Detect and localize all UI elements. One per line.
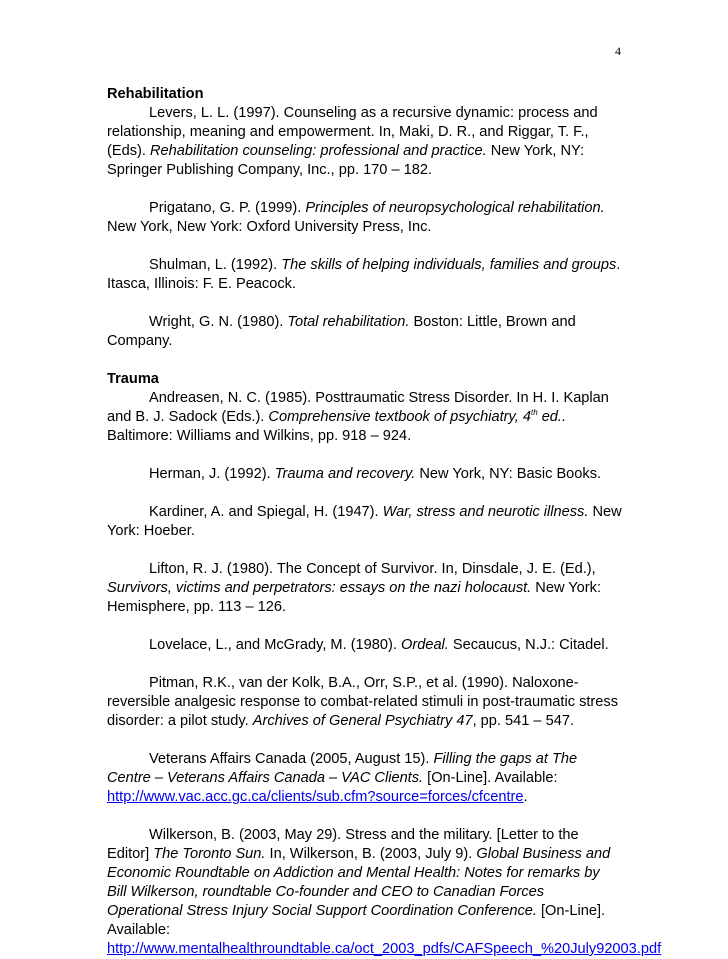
- reference-text: Veterans Affairs Canada (2005, August 15).: [149, 751, 434, 767]
- reference-prigatano: [107, 199, 622, 237]
- reference-title: Rehabilitation counseling: professional and practice.: [149, 143, 487, 159]
- reference-title: Principles of neuropsychological rehabilitation.: [305, 200, 605, 216]
- reference-title: Total rehabilitation.: [287, 314, 410, 330]
- reference-title: Ordeal.: [401, 637, 449, 653]
- reference-text: [On-Line]. Available:: [423, 770, 558, 786]
- vac-clients-link[interactable]: http://www.vac.acc.gc.ca/clients/sub.cfm?source=forces/cfcentre: [107, 789, 524, 805]
- reference-text: Prigatano, G. P. (1999).: [149, 200, 306, 216]
- reference-text: Wilkerson, B. (2003, May 29). Stress and the military. [Letter to the Editor]: [107, 827, 579, 862]
- reference-title: Filling the gaps at The Centre – Veterans Affairs Canada – VAC Clients.: [107, 751, 578, 786]
- reference-text: , pp. 541 – 547.: [472, 713, 574, 729]
- reference-title-text: Comprehensive textbook of psychiatry, 4: [268, 409, 531, 425]
- reference-title: Trauma and recovery.: [274, 466, 416, 482]
- reference-text: . Itasca, Illinois: F. E. Peacock.: [107, 257, 621, 292]
- reference-levers: [107, 104, 622, 180]
- reference-veterans-affairs: [107, 750, 622, 807]
- reference-wright: [107, 313, 622, 351]
- reference-text: .: [523, 789, 528, 805]
- reference-herman: [107, 465, 622, 484]
- reference-text: New York: Hemisphere, pp. 113 – 126.: [107, 580, 601, 615]
- reference-title: Survivors, victims and perpetrators: essays on the nazi holocaust.: [107, 580, 532, 596]
- reference-pitman: [107, 674, 622, 731]
- reference-text: Andreasen, N. C. (1985). Posttraumatic Stress Disorder. In H. I. Kaplan and B. J. Sadock (Eds.).: [107, 390, 609, 425]
- reference-text: New York: Hoeber.: [107, 504, 622, 539]
- section-heading-rehabilitation: Rehabilitation: [107, 86, 204, 102]
- reference-title: War, stress and neurotic illness.: [382, 504, 589, 520]
- reference-text: New York, NY: Basic Books.: [415, 466, 602, 482]
- reference-title: Global Business and Economic Roundtable on Addiction and Mental Health: Notes for remarks by Bill Wilkerson, roundtable Co-founder and CEO to Canadian Forces Operational Stress Injury Social Support Coordination Conference.: [107, 846, 611, 919]
- reference-text: Secaucus, N.J.: Citadel.: [448, 637, 609, 653]
- reference-text: New York, New York: Oxford University Press, Inc.: [107, 219, 432, 235]
- page-number: 4: [615, 44, 621, 58]
- reference-text: Lifton, R. J. (1980). The Concept of Survivor. In, Dinsdale, J. E. (Ed.),: [149, 561, 596, 577]
- reference-title-text: ed..: [537, 409, 567, 425]
- reference-lifton: [107, 560, 622, 617]
- reference-text: Baltimore: Williams and Wilkins, pp. 918 – 924.: [107, 428, 412, 444]
- reference-andreasen: [107, 389, 622, 446]
- reference-lovelace: [107, 636, 622, 655]
- reference-kardiner: [107, 503, 622, 541]
- reference-text: Pitman, R.K., van der Kolk, B.A., Orr, S.P., et al. (1990). Naloxone-reversible analgesic response to combat-related stimuli in post-traumatic stress disorder: a pilot study.: [107, 675, 618, 729]
- ordinal-superscript: th: [530, 408, 538, 418]
- reference-title: [268, 409, 566, 425]
- reference-text: New York, NY: Springer Publishing Company, Inc., pp. 170 – 182.: [107, 143, 585, 178]
- reference-title: Archives of General Psychiatry 47: [252, 713, 473, 729]
- reference-wilkerson: [107, 826, 662, 959]
- reference-title: The skills of helping individuals, families and groups: [281, 257, 617, 273]
- reference-text: Boston: Little, Brown and Company.: [107, 314, 576, 349]
- reference-text: In, Wilkerson, B. (2003, July 9).: [265, 846, 477, 862]
- roundtable-speech-link[interactable]: http://www.mentalhealthroundtable.ca/oct_2003_pdfs/CAFSpeech_%20July92003.pdf: [107, 941, 662, 957]
- reference-text: Herman, J. (1992).: [149, 466, 275, 482]
- reference-list: [107, 85, 662, 959]
- reference-text: [On-Line]. Available:: [107, 903, 606, 938]
- reference-text: Wright, G. N. (1980).: [149, 314, 288, 330]
- reference-text: Levers, L. L. (1997). Counseling as a recursive dynamic: process and relationship, meaning and empowerment. In, Maki, D. R., and Riggar, T. F., (Eds).: [107, 105, 598, 159]
- reference-text: Lovelace, L., and McGrady, M. (1980).: [149, 637, 401, 653]
- reference-text: Shulman, L. (1992).: [149, 257, 282, 273]
- reference-title: The Toronto Sun.: [153, 846, 266, 862]
- section-heading-trauma: Trauma: [107, 371, 159, 387]
- reference-shulman: [107, 256, 622, 294]
- reference-text: Kardiner, A. and Spiegal, H. (1947).: [149, 504, 383, 520]
